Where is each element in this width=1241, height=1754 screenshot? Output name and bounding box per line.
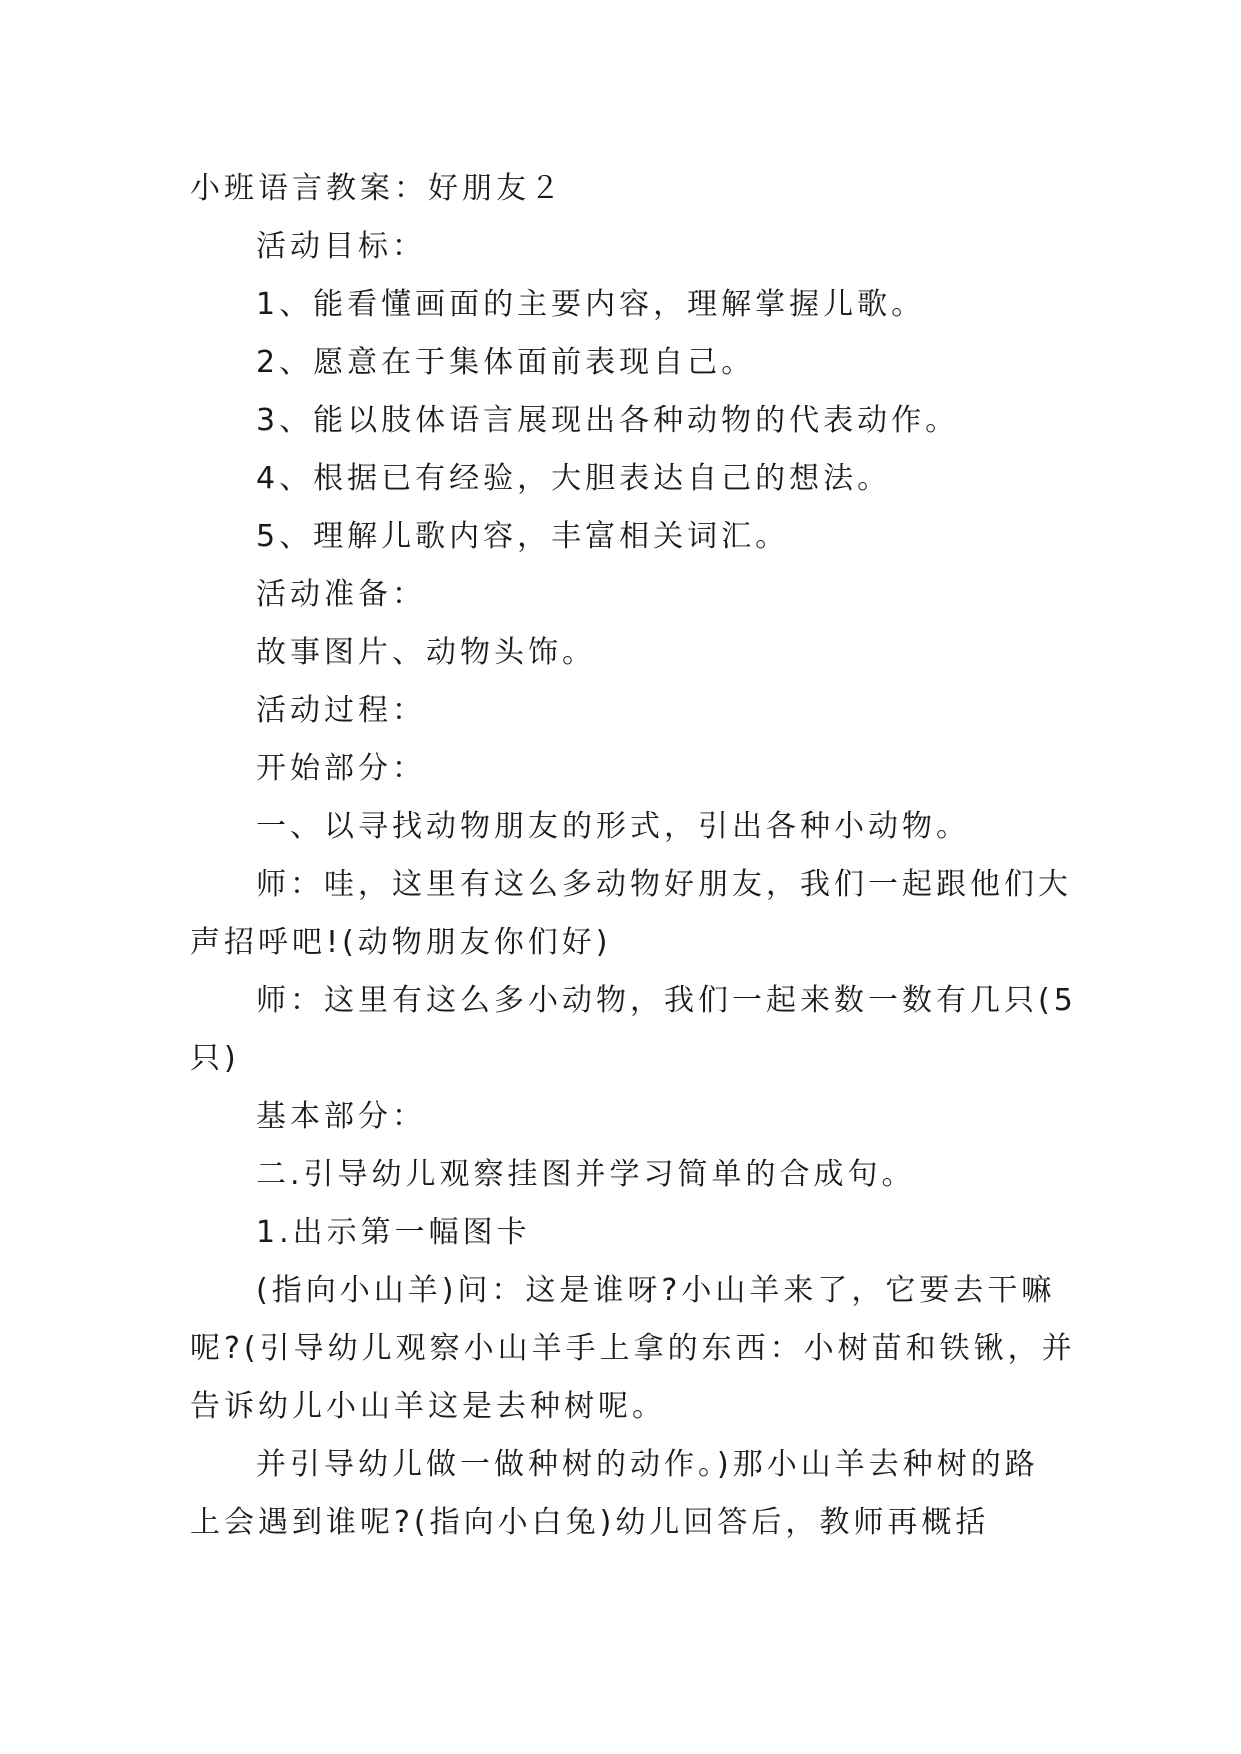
step-one-text: 一、以寻找动物朋友的形式，引出各种小动物。 <box>256 809 970 844</box>
goal-item-3: 3、能以肢体语言展现出各种动物的代表动作。 <box>256 403 960 438</box>
paragraph-line: 上会遇到谁呢?(指向小白兔)幼儿回答后，教师再概括 <box>190 1505 990 1540</box>
paragraph-line: 师：这里有这么多小动物，我们一起来数一数有几只(5 <box>256 983 1077 1018</box>
document-body <box>190 160 1077 1552</box>
paragraph-line: (指向小山羊)问：这是谁呀?小山羊来了，它要去干嘛 <box>256 1273 1056 1308</box>
section-heading-process: 活动过程： <box>256 693 426 728</box>
paragraph-line: 师：哇，这里有这么多动物好朋友，我们一起跟他们大 <box>256 867 1072 902</box>
goal-item-2: 2、愿意在于集体面前表现自己。 <box>256 345 756 380</box>
section-heading-goals: 活动目标： <box>256 229 426 264</box>
paragraph-teacher-count <box>190 972 1077 1088</box>
subsection-heading-basic: 基本部分： <box>256 1099 426 1134</box>
paragraph-goat-question <box>190 1262 1076 1436</box>
preparation-text: 故事图片、动物头饰。 <box>256 635 596 670</box>
section-heading-preparation: 活动准备： <box>256 577 426 612</box>
paragraph-line: 声招呼吧!(动物朋友你们好) <box>190 925 612 960</box>
document-title: 小班语言教案：好朋友２ <box>190 171 564 206</box>
paragraph-line: 告诉幼儿小山羊这是去种树呢。 <box>190 1389 666 1424</box>
paragraph-line: 并引导幼儿做一做种树的动作。)那小山羊去种树的路 <box>256 1447 1039 1482</box>
step-two-text: 二.引导幼儿观察挂图并学习简单的合成句。 <box>256 1157 916 1192</box>
goal-item-1: 1、能看懂画面的主要内容，理解掌握儿歌。 <box>256 287 926 322</box>
paragraph-line: 呢?(引导幼儿观察小山羊手上拿的东西：小树苗和铁锹，并 <box>190 1331 1076 1366</box>
step-two-item-1: 1.出示第一幅图卡 <box>256 1215 531 1250</box>
paragraph-teacher-greeting <box>190 856 1072 972</box>
paragraph-planting-action <box>190 1436 1060 1552</box>
goal-item-5: 5、理解儿歌内容，丰富相关词汇。 <box>256 519 790 554</box>
paragraph-line: 只) <box>190 1041 240 1076</box>
subsection-heading-start: 开始部分： <box>256 751 426 786</box>
goal-item-4: 4、根据已有经验，大胆表达自己的想法。 <box>256 461 892 496</box>
